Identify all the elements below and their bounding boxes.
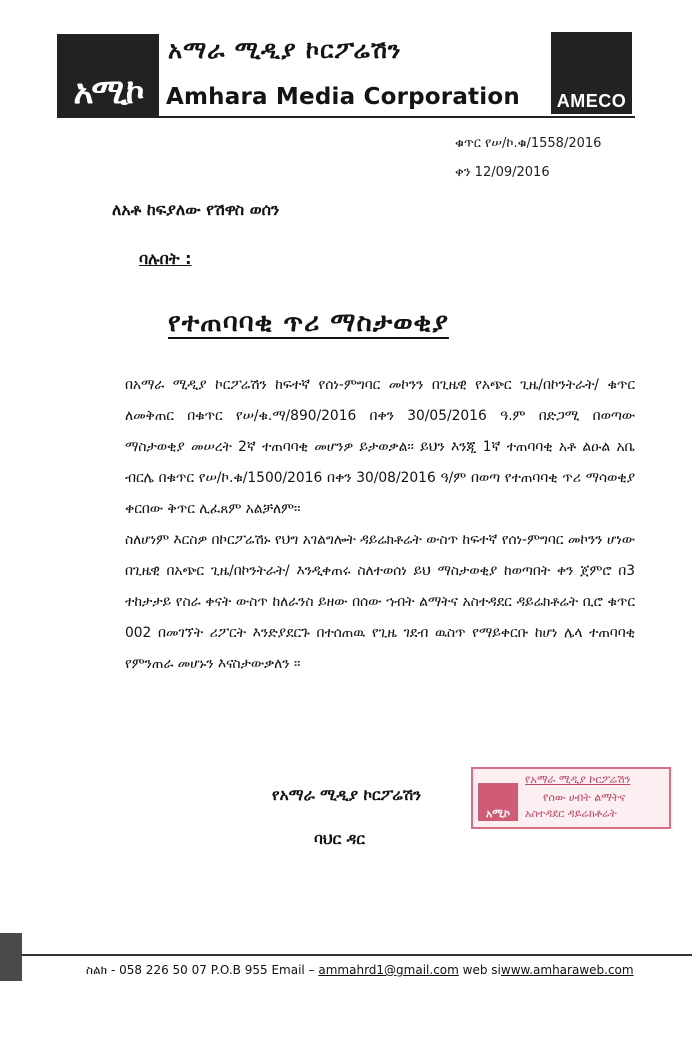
signature-place: ባህር ዳር (314, 830, 365, 848)
stamp-logo (478, 783, 518, 821)
signature-org: የአማራ ሚዲያ ኮርፖሬሽን (272, 786, 422, 804)
stamp-line-2: የሰው ሀብት ልማትና (543, 791, 626, 804)
header-divider (57, 116, 635, 118)
footer-contact (86, 963, 634, 978)
ameco-logo-left (57, 34, 159, 116)
body-paragraph-1: በአማራ ሚዲያ ኮርፖሬሽን ከፍተኛ የሰነ-ምግባር መኮንን በጊዜዊ የአጭር ጊዜ/በኮንትራት/ ቁጥር ለመቅጠር በቁጥር የሠ/ቁ.ማ/890/2016 በቀን 30/05/2016 ዓ.ም በድጋሚ በወጣው ማስታወቂያ መሠረት 2ኛ ተጠባባቂ መሆንዎ ይታወቃል፡፡ ይህን እንጂ 1ኛ ተጠባባቂ አቶ ልዑል አቤ ብርሌ በቁጥር የሠ/ኮ.ቁ/1500/2016 በቀን 30/08/2016 ዓ/ም በወጣ የተጠባባቂ ጥሪ ማሳወቂያ ቀርበው ቅጥር ሊፈጸም አልቻለም፡፡ (125, 377, 635, 517)
footer-phone: ስልክ - 058 226 50 07 (86, 963, 207, 977)
footer-email-link[interactable]: ammahrd1@gmail.com (318, 963, 459, 977)
footer-web-link[interactable]: www.amharaweb.com (500, 963, 634, 977)
org-name-amharic: አማራ ሚዲያ ኮርፖሬሽን (168, 36, 402, 64)
footer-web-label: web si (462, 963, 501, 977)
letter-date: ቀን 12/09/2016 (455, 165, 550, 180)
logo-left-text: አሚኮ (73, 72, 143, 112)
official-stamp (471, 767, 671, 829)
stamp-line-3: አስተዳደር ዳይሬክቶሬት (525, 807, 617, 820)
recipient: ለአቶ ከፍያለው የሽዋስ ወሰን (112, 200, 280, 219)
reference-number: ቁጥር የሠ/ኮ.ቁ/1558/2016 (455, 136, 602, 151)
body-paragraph-2: ስለሆነም እርስዎ በኮርፖሬሽኑ የህግ አገልግሎት ዳይሬክቶሬት ውስጥ ከፍተኛ የሰነ-ምግባር መኮንን ሆነው በጊዜዊ በአጭር ጊዜ/በኮንትራት/ እንዲቀጠሩ ስለተወሰነ ይህ ማስታወቂያ ከወጣበት ቀን ጀምሮ በ3 ተከታታይ የስራ ቀናት ውስጥ ከለራንስ ይዘው በሰው ኀብት ልማትና አስተዳደር ዳይሬክቶሬት ቢሮ ቁጥር 002 በመገኘት ሪፖርት እንድያደርጉ በተሰጠዉ የጊዜ ገደብ ዉስጥ የማይቀርቡ ከሆነ ሌላ ተጠባባቂ የምንጠራ መሆኑን እናስታውቃለን ፡፡ (125, 532, 635, 672)
ameco-logo-right (551, 32, 632, 114)
stamp-line-1: የአማራ ሚዲያ ኮርፖሬሽን (525, 773, 631, 786)
footer-pobox: P.O.B 955 (210, 963, 268, 977)
letter-title: የተጠባባቂ ጥሪ ማስታወቂያ (168, 308, 449, 338)
footer-divider (22, 954, 692, 956)
footer-email-label: Email – (271, 963, 315, 977)
org-name-english: Amhara Media Corporation (166, 84, 520, 110)
logo-right-text: AMECO (556, 91, 627, 111)
stamp-logo-text: አሚኮ (485, 807, 511, 820)
scan-edge-strip (0, 933, 22, 981)
location-label: ባሉበት : (139, 249, 192, 268)
